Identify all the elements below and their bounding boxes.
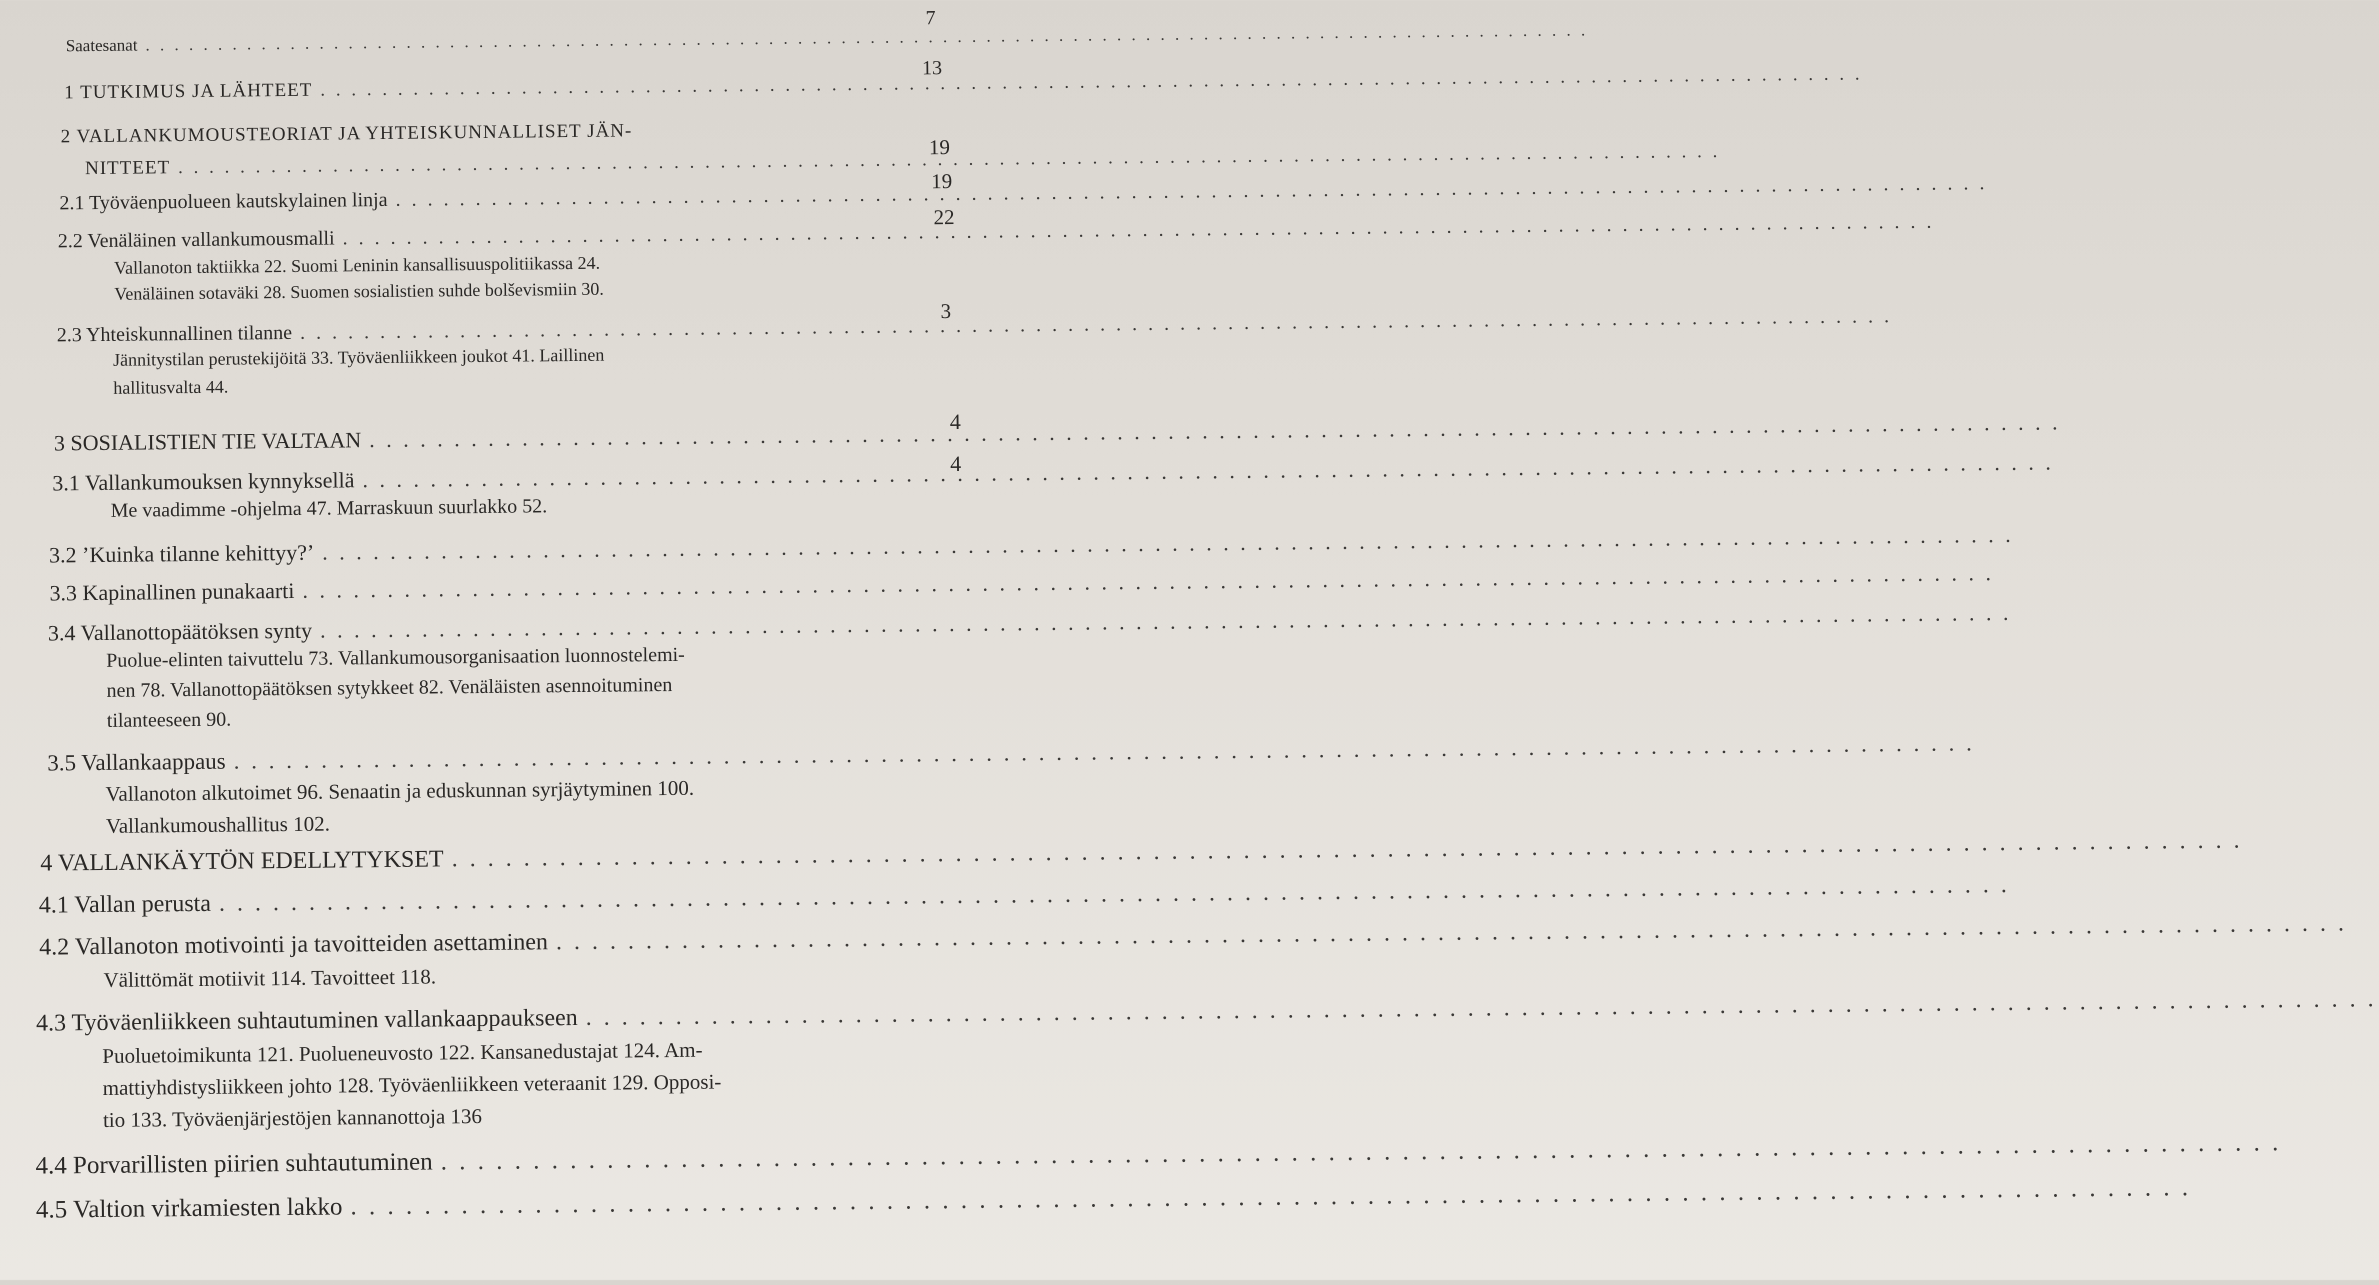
dot-leader [342, 211, 1934, 251]
entry-label: 3 SOSIALISTIEN TIE VALTAAN [53, 427, 362, 456]
dot-leader [302, 560, 1994, 604]
toc-entry [64, 74, 882, 105]
toc-entry [35, 1143, 961, 1181]
dot-leader [362, 450, 2054, 494]
subsection-list: mattiyhdistysliikkeen johto 128. Työväenliikkeen veteraanit 129. Opposi- [102, 1069, 722, 1100]
subsection-list: Vallankumoushallitus 102. [105, 811, 331, 838]
entry-label: 2.2 Venäläinen vallankumousmalli [57, 227, 335, 253]
entry-label: NITTEET [84, 157, 171, 180]
dot-leader [369, 409, 2061, 453]
entry-label: 4.2 Vallanoton motivointi ja tavoitteiden asettaminen [39, 929, 549, 961]
toc-entry [39, 883, 945, 919]
dot-leader [586, 986, 2377, 1032]
toc-entry [48, 611, 926, 646]
page-number: 4 [949, 408, 961, 435]
subsection-list: Jännitystilan perustekijöitä 33. Työväenliikkeen joukot 41. Laillinen [112, 344, 605, 370]
toc-entry [58, 222, 896, 254]
page-number: 7 [925, 7, 936, 30]
dot-leader [320, 600, 2012, 644]
dot-leader [350, 1174, 2191, 1221]
subsection-list: Venäläinen sotaväki 28. Suomen sosialistien suhde bolševismiin 30. [114, 278, 604, 304]
entry-label: 3.3 Kapinallinen punakaarti [49, 577, 295, 606]
toc-entry [52, 461, 914, 496]
dot-leader [320, 63, 1862, 101]
entry-label: 3.5 Vallankaappaus [47, 748, 226, 776]
toc-entry [47, 741, 933, 776]
entry-label: 4.4 Porvarillisten piirien suhtautuminen [35, 1148, 433, 1180]
entry-label-line: 2 VALLANKUMOUSTEORIAT JA YHTEISKUNNALLISET JÄN- [60, 120, 633, 148]
entry-label: 4.3 Työväenliikkeen suhtautuminen vallankaappaukseen [35, 1004, 578, 1037]
dot-leader [322, 522, 2014, 566]
toc-entry [39, 925, 951, 962]
dot-leader [452, 828, 2243, 874]
subsection-list: Vallanoton alkutoimet 96. Senaatin ja eduskunnan syrjäytyminen 100. [105, 775, 695, 806]
subsection-list: Me vaadimme -ohjelma 47. Marraskuun suurlakko 52. [110, 495, 548, 522]
entry-label: 3.4 Vallanottopäätöksen synty [47, 617, 313, 646]
dot-leader [145, 20, 1588, 55]
toc-entry [49, 571, 923, 606]
page-number: 3 [940, 299, 952, 324]
page-number: 19 [931, 169, 953, 194]
entry-label: Saatesanat [65, 35, 138, 56]
subsection-list: tilanteeseen 90. [106, 708, 232, 732]
subsection-list: Puoluetoimikunta 121. Puolueneuvosto 122. Kansanedustajat 124. Am- [102, 1037, 703, 1068]
entry-label: 2.3 Yhteiskunnallinen tilanne [56, 321, 293, 347]
entry-label: 2.1 Työväenpuolueen kautskylainen linja [59, 188, 388, 215]
dot-leader [300, 305, 1892, 345]
entry-label: 4 VALLANKÄYTÖN EDELLYTYKSET [40, 846, 444, 877]
toc-entry [36, 1187, 966, 1225]
entry-label: 4.5 Valtion virkamiesten lakko [35, 1193, 343, 1224]
toc-entry [54, 421, 912, 456]
dot-leader [395, 172, 1987, 212]
dot-leader [440, 1129, 2281, 1176]
toc-entry [66, 28, 876, 56]
page-number: 19 [928, 135, 950, 160]
page-number: 22 [933, 205, 955, 230]
toc-entry [36, 1001, 956, 1038]
dot-leader [556, 910, 2347, 956]
toc-entry [57, 316, 903, 348]
toc-entry [85, 150, 885, 180]
subsection-list: tio 133. Työväenjärjestöjen kannanottoja 136 [102, 1104, 483, 1132]
page-number: 13 [921, 57, 943, 80]
toc-entry [40, 841, 942, 877]
entry-label: 3.1 Vallankumouksen kynnyksellä [52, 467, 355, 496]
entry-label: 1 TUTKIMUS JA LÄHTEET [64, 79, 313, 104]
dot-leader [234, 730, 1975, 774]
toc-entry [59, 184, 893, 216]
subsection-list: Puolue-elinten taivuttelu 73. Vallankumousorganisaation luonnostelemi- [106, 643, 685, 672]
subsection-list: Välittömät motiivit 114. Tavoitteet 118. [103, 964, 437, 992]
entry-label: 3.2 ’Kuinka tilanne kehittyy?’ [48, 539, 315, 568]
dot-leader [219, 872, 2010, 918]
subsection-list: hallitusvalta 44. [113, 376, 229, 398]
entry-label: 4.1 Vallan perusta [38, 890, 212, 919]
subsection-list: nen 78. Vallanottopäätöksen sytykkeet 82. Venäläisten asennoituminen [106, 673, 673, 702]
subsection-list: Vallanoton taktiikka 22. Suomi Leninin kansallisuuspolitiikassa 24. [113, 252, 601, 278]
toc-entry [49, 533, 921, 568]
table-of-contents [0, 0, 967, 1285]
page-number: 4 [950, 450, 962, 477]
